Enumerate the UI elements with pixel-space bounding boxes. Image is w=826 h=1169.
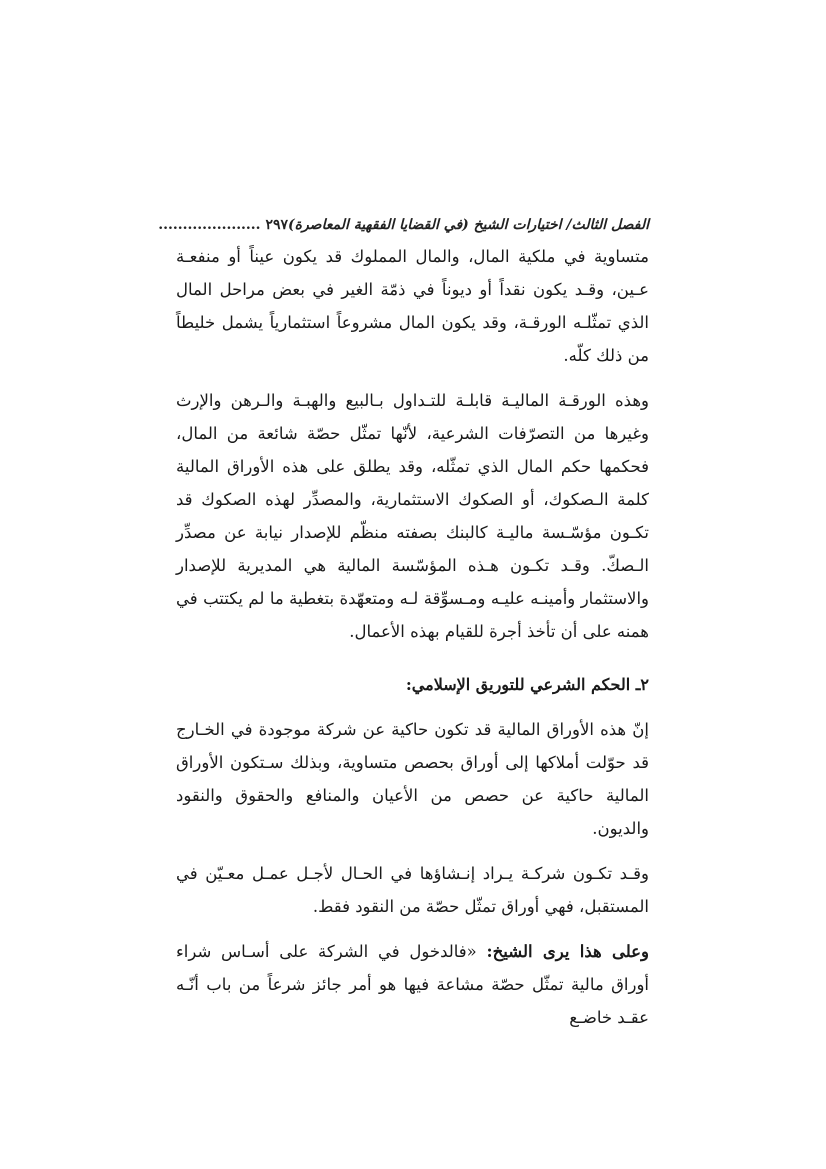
running-header (158, 210, 649, 240)
page-number: ..................... ٢٩٧ (158, 217, 288, 233)
paragraph-3: إنّ هذه الأوراق المالية قد تكون حاكية عن شركة موجودة في الخـارج قد حوّلت أملاكها إلى أوراق بحصص متساوية، وبذلك سـتكون الأوراق المالية حاكية عن حصص من الأعيان والمنافع والحقوق والنقود والديون. (176, 720, 649, 838)
main-text (176, 240, 649, 1034)
section-heading: ٢ـ الحكم الشرعي للتوريق الإسلامي: (405, 675, 649, 694)
paragraph-5-text: «فالدخول في الشركة على أسـاس شراء أوراق مالية تمثّل حصّة مشاعة فيها هو أمر جائز شرعاً من باب أنّـه عقـد خاضـع (176, 942, 649, 1027)
chapter-title: الفصل الثالث/ اختيارات الشيخ (في القضايا الفقهية المعاصرة) (288, 217, 649, 233)
paragraph-2: وهذه الورقـة الماليـة قابلـة للتـداول بـالبيع والهبـة والـرهن والإرث وغيرها من التصرّفات الشرعية، لأنّها تمثّل حصّة شائعة من المال، فحكمها حكم المال الذي تمثّله، وقد يطلق على هذه الأوراق المالية كلمة الـصكوك، أو الصكوك الاستثمارية، والمصدِّر لهذه الصكوك قد تكـون مؤسّـسة ماليـة كالبنك بصفته منظّم للإصدار نيابة عن مصدِّر الـصكّ. وقـد تكـون هـذه المؤسّسة المالية هي المديرية للإصدار والاستثمار وأمينـه عليـه ومـسوِّقة لـه ومتعهّدة بتغطية ما لم يكتتب في همنه على أن تأخذ أجرة للقيام بهذه الأعمال. (176, 391, 649, 641)
paragraph-5 (176, 935, 649, 1034)
book-page (158, 210, 649, 1034)
paragraph-5-lead: وعلى هذا يرى الشيخ: (486, 942, 649, 961)
paragraph-4: وقـد تكـون شركـة يـراد إنـشاؤها في الحـال لأجـل عمـل معـيّن في المستقبل، فهي أوراق تمثّل حصّة من النقود فقط. (176, 864, 649, 916)
paragraph-1: متساوية في ملكية المال، والمال المملوك قد يكون عيناً أو منفعـة عـين، وقـد يكون نقداً أو ديوناً في ذمّة الغير في بعض مراحل المال الذي تمثّلـه الورقـة، وقد يكون المال مشروعاً استثمارياً يشمل خليطاً من ذلك كلّه. (176, 247, 649, 365)
